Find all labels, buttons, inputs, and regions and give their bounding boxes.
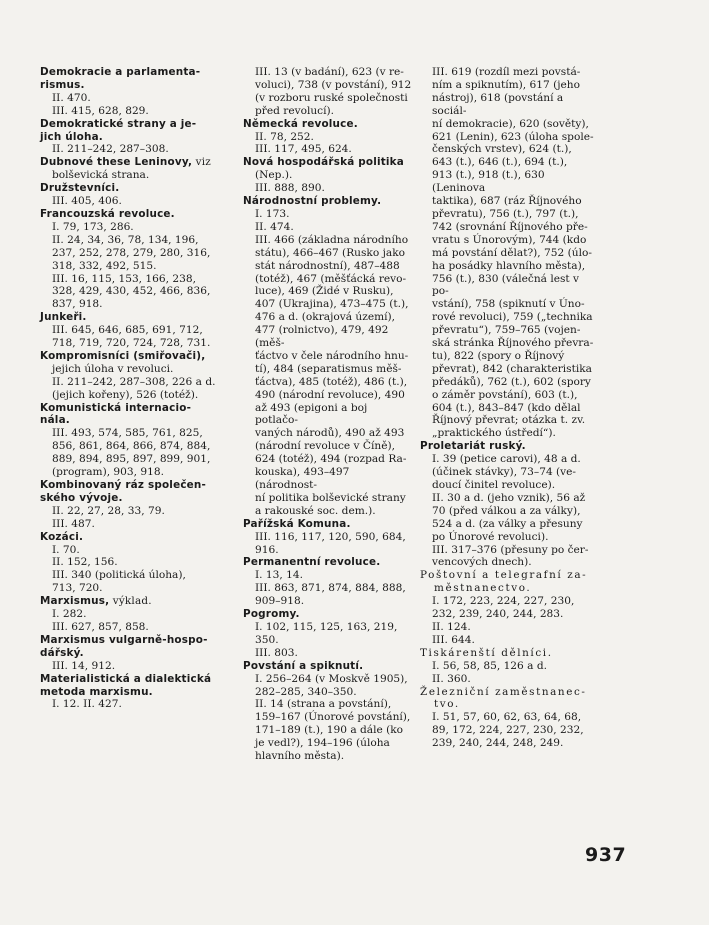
index-heading-text: Permanentní revoluce.: [243, 556, 381, 569]
index-reference-line: o záměr povstání), 603 (t.),: [432, 388, 578, 401]
index-reference-line: po Únorové revoluci).: [432, 530, 549, 543]
index-heading: [243, 118, 413, 131]
index-heading-text: jich úloha.: [40, 130, 103, 143]
index-reference-line: vratu s Únorovým), 744 (kdo: [432, 233, 587, 246]
index-heading-qualifier: viz: [192, 156, 211, 169]
index-heading: [420, 569, 596, 582]
index-heading-text: Komunistická internacio-: [40, 401, 192, 414]
index-reference-line: III. 888, 890.: [255, 182, 325, 195]
index-reference-line: III. 14, 912.: [52, 659, 116, 672]
index-heading-text: nála.: [40, 414, 70, 427]
index-reference-line: (jejich kořeny), 526 (totéž).: [52, 388, 199, 401]
index-reference-line: vencových dnech).: [432, 556, 532, 569]
index-reference-line: stát národnostní), 487–488: [255, 259, 400, 272]
index-reference-line: hlavního města).: [255, 750, 345, 763]
index-heading-text: Povstání a spiknutí.: [243, 659, 364, 672]
index-reference-line: III. 644.: [432, 633, 475, 646]
index-reference-line: (Nep.).: [255, 169, 293, 182]
index-heading: [243, 156, 413, 169]
index-heading-text: dářský.: [40, 646, 84, 659]
index-reference-line: III. 619 (rozdíl mezi povstá-: [432, 66, 581, 78]
index-reference-line: 89, 172, 224, 227, 230, 232,: [432, 724, 584, 737]
index-heading-text: Materialistická a dialektická: [40, 672, 212, 685]
index-heading: [40, 156, 235, 169]
index-reference-line: II. 360.: [432, 672, 471, 685]
index-reference-line: 718, 719, 720, 724, 728, 731.: [52, 337, 211, 350]
index-reference-line: 477 (rolnictvo), 479, 492 (měš-: [255, 324, 389, 350]
index-reference-line: III. 13 (v badání), 623 (v re-: [255, 66, 404, 78]
index-reference-line: převratu), 756 (t.), 797 (t.),: [432, 207, 579, 220]
index-reference-line: II. 211–242, 287–308, 226 a d.: [52, 375, 216, 388]
index-column-1: [40, 66, 235, 711]
index-reference-line: tu), 822 (spory o Říjnový: [432, 349, 565, 362]
index-reference-line: 604 (t.), 843–847 (kdo dělal: [432, 401, 581, 414]
index-reference-line: 713, 720.: [52, 582, 103, 595]
index-reference-line: I. 13, 14.: [255, 569, 303, 582]
index-reference-line: voluci), 738 (v povstání), 912: [255, 78, 412, 91]
index-reference-line: luce), 469 (Židé v Rusku),: [255, 285, 394, 298]
index-heading-text: Pařížská Komuna.: [243, 517, 351, 530]
index-reference-line: má povstání dělat?), 752 (úlo-: [432, 246, 592, 259]
index-heading: [243, 660, 413, 673]
index-heading-text: Marxismus vulgarně-hospo-: [40, 633, 208, 646]
index-reference-line: III. 487.: [52, 517, 95, 530]
index-heading: [243, 195, 413, 208]
index-reference-line: II. 152, 156.: [52, 556, 118, 569]
index-reference-line: „praktického ústředí“).: [432, 427, 556, 440]
index-reference-line: 318, 332, 492, 515.: [52, 259, 157, 272]
index-reference-line: I. 12. II. 427.: [52, 698, 122, 711]
index-reference-line: tí), 484 (separatismus měš-: [255, 362, 402, 375]
index-reference-line: II. 78, 252.: [255, 130, 314, 143]
index-reference-line: 621 (Lenin), 623 (úloha spole-: [432, 130, 594, 143]
index-heading-text: Pogromy.: [243, 608, 300, 621]
index-reference-line: II. 14 (strana a povstání),: [255, 698, 392, 711]
index-heading: [40, 402, 235, 415]
index-reference-line: I. 56, 58, 85, 126 a d.: [432, 659, 547, 672]
index-heading-text: Marxismus,: [40, 595, 110, 608]
index-reference-line: II. 30 a d. (jeho vznik), 56 až: [432, 491, 586, 504]
index-reference-line: ťáctva), 485 (totéž), 486 (t.),: [255, 375, 408, 388]
index-reference-line: III. 493, 574, 585, 761, 825,: [52, 427, 203, 440]
index-heading: [40, 634, 235, 647]
index-heading: [40, 479, 235, 492]
index-reference-line: bolševická strana.: [52, 169, 150, 182]
index-heading: [40, 79, 235, 92]
index-heading: [40, 673, 235, 686]
index-heading-text: Kompromisníci (smiřovači),: [40, 349, 206, 362]
index-heading: [40, 182, 235, 195]
index-reference-line: II. 211–242, 287–308.: [52, 143, 169, 156]
index-heading: [40, 686, 235, 699]
index-heading: [40, 414, 235, 427]
index-reference-line: je vedl?), 194–196 (úloha: [255, 737, 390, 750]
index-reference-line: I. 173.: [255, 207, 290, 220]
index-heading: [420, 698, 596, 711]
index-heading: [420, 647, 596, 660]
index-reference-line: čenských vrstev), 624 (t.),: [432, 143, 572, 156]
index-reference-line: (totéž), 467 (měšťácká revo-: [255, 272, 407, 285]
index-reference-line: III. 627, 857, 858.: [52, 620, 149, 633]
index-heading-text: Kombinovaný ráz společen-: [40, 479, 207, 491]
index-reference-line: (program), 903, 918.: [52, 466, 164, 479]
index-heading-text: Francouzská revoluce.: [40, 207, 175, 220]
index-reference-line: státu), 466–467 (Rusko jako: [255, 246, 405, 259]
index-reference-line: 756 (t.), 830 (válečná lest v po-: [432, 272, 580, 298]
index-heading: [40, 66, 235, 79]
index-reference-line: I. 102, 115, 125, 163, 219, 350.: [255, 620, 398, 646]
index-reference-line: 624 (totéž), 494 (rozpad Ra-: [255, 453, 407, 466]
index-heading-text: Družstevníci.: [40, 182, 120, 195]
index-heading-text: městnanectvo.: [434, 582, 532, 595]
index-heading-text: Tiskárenští dělníci.: [420, 646, 553, 659]
index-reference-line: III. 340 (politická úloha),: [52, 569, 186, 582]
index-reference-line: I. 39 (petice carovi), 48 a d.: [432, 453, 581, 466]
index-heading-text: Proletariát ruský.: [420, 440, 526, 453]
index-reference-line: vstání), 758 (spiknutí v Úno-: [432, 298, 585, 311]
index-reference-line: 70 (před válkou a za války),: [432, 504, 581, 517]
index-heading: [40, 647, 235, 660]
index-reference-line: III. 117, 495, 624.: [255, 143, 352, 156]
index-reference-line: 328, 429, 430, 452, 466, 836,: [52, 285, 211, 298]
index-reference-line: II. 474.: [255, 220, 294, 233]
index-reference-line: až 493 (epigoni a boj potlačo-: [255, 401, 368, 427]
index-reference-line: III. 317–376 (přesuny po čer-: [432, 543, 589, 556]
index-reference-line: 913 (t.), 918 (t.), 630 (Leninova: [432, 169, 545, 195]
index-heading: [40, 492, 235, 505]
index-reference-line: I. 51, 57, 60, 62, 63, 64, 68,: [432, 711, 582, 724]
index-heading-text: Junkeři.: [40, 311, 87, 324]
index-reference-line: vaných národů), 490 až 493: [255, 427, 405, 440]
index-heading-text: Německá revoluce.: [243, 117, 358, 130]
index-reference-line: 856, 861, 864, 866, 874, 884,: [52, 440, 211, 453]
index-heading-text: tvo.: [434, 698, 460, 711]
index-reference-line: III. 16, 115, 153, 166, 238,: [52, 272, 196, 285]
index-heading: [40, 531, 235, 544]
page-number: 937: [585, 844, 627, 866]
index-heading: [243, 608, 413, 621]
index-reference-line: I. 256–264 (v Moskvě 1905),: [255, 672, 408, 685]
index-reference-line: a rakouské soc. dem.).: [255, 504, 376, 517]
index-heading: [40, 350, 235, 363]
index-reference-line: ní demokracie), 620 (sověty),: [432, 117, 589, 130]
index-reference-line: 909–918.: [255, 595, 305, 608]
index-reference-line: 643 (t.), 646 (t.), 694 (t.),: [432, 156, 568, 169]
index-reference-line: III. 466 (základna národního: [255, 233, 409, 246]
index-heading: [420, 686, 596, 699]
index-heading-text: Poštovní a telegrafní za-: [420, 569, 588, 582]
index-reference-line: 237, 252, 278, 279, 280, 316,: [52, 246, 211, 259]
index-heading: [40, 311, 235, 324]
index-heading-text: Dubnové these Leninovy,: [40, 156, 193, 169]
index-reference-line: II. 22, 27, 28, 33, 79.: [52, 504, 165, 517]
index-heading: [40, 131, 235, 144]
index-reference-line: 524 a d. (za války a přesuny: [432, 517, 583, 530]
index-reference-line: III. 803.: [255, 646, 298, 659]
index-reference-line: III. 863, 871, 874, 884, 888,: [255, 582, 406, 595]
index-reference-line: (v rozboru ruské společnosti: [255, 91, 408, 104]
index-heading: [40, 595, 235, 608]
index-reference-line: taktika), 687 (ráz Říjnového: [432, 195, 582, 208]
index-reference-line: III. 645, 646, 685, 691, 712,: [52, 324, 203, 337]
index-reference-line: 476 a d. (okrajová území),: [255, 311, 396, 324]
index-reference-line: 232, 239, 240, 244, 283.: [432, 608, 564, 621]
index-heading-qualifier: výklad.: [109, 595, 152, 608]
index-heading-text: Kozáci.: [40, 530, 84, 543]
index-reference-line: kouska), 493–497 (národnost-: [255, 466, 350, 491]
index-reference-line: III. 116, 117, 120, 590, 684,: [255, 530, 406, 543]
index-heading-text: Železniční zaměstnanec-: [420, 685, 587, 698]
index-reference-line: III. 415, 628, 829.: [52, 104, 149, 117]
index-reference-line: I. 282.: [52, 608, 87, 621]
index-heading-text: ského vývoje.: [40, 491, 123, 504]
index-heading: [243, 556, 413, 569]
index-reference-line: I. 172, 223, 224, 227, 230,: [432, 595, 575, 608]
index-heading: [40, 208, 235, 221]
index-reference-line: 742 (srovnání Říjnového pře-: [432, 220, 588, 233]
index-heading-text: Nová hospodářská politika: [243, 156, 404, 169]
index-heading: [420, 440, 596, 453]
index-reference-line: nástroj), 618 (povstání a sociál-: [432, 91, 564, 117]
index-heading-text: metoda marxismu.: [40, 685, 153, 698]
index-heading: [420, 582, 596, 595]
index-reference-line: I. 79, 173, 286.: [52, 220, 134, 233]
index-reference-line: jejich úloha v revoluci.: [52, 362, 174, 375]
index-reference-line: II. 470.: [52, 91, 91, 104]
index-reference-line: 889, 894, 895, 897, 899, 901,: [52, 453, 211, 466]
index-reference-line: I. 70.: [52, 543, 80, 556]
index-reference-line: doucí činitel revoluce).: [432, 479, 556, 491]
index-heading: [40, 118, 235, 131]
index-heading: [243, 518, 413, 531]
index-reference-line: III. 405, 406.: [52, 195, 122, 208]
index-reference-line: 407 (Ukrajina), 473–475 (t.),: [255, 298, 409, 311]
index-reference-line: II. 124.: [432, 620, 471, 633]
index-reference-line: ťáctvo v čele národního hnu-: [255, 349, 409, 362]
index-reference-line: předáků), 762 (t.), 602 (spory: [432, 375, 591, 388]
index-heading-text: Demokracie a parlamenta-: [40, 66, 201, 78]
index-reference-line: 916.: [255, 543, 279, 556]
index-reference-line: ská stránka Říjnového převra-: [432, 337, 594, 350]
index-reference-line: ním a spiknutím), 617 (jeho: [432, 78, 581, 91]
index-reference-line: před revolucí).: [255, 104, 334, 117]
index-reference-line: II. 24, 34, 36, 78, 134, 196,: [52, 233, 199, 246]
index-reference-line: 159–167 (Únorové povstání),: [255, 711, 411, 724]
index-column-2: [243, 66, 413, 763]
index-heading-text: rismus.: [40, 78, 85, 91]
index-reference-line: (účinek stávky), 73–74 (ve-: [432, 466, 577, 479]
index-reference-line: ní politika bolševické strany: [255, 491, 406, 504]
index-heading-text: Národnostní problemy.: [243, 195, 382, 208]
index-reference-line: Říjnový převrat; otázka t. zv.: [432, 414, 586, 427]
index-reference-line: (národní revoluce v Číně),: [255, 440, 395, 453]
index-reference-line: 837, 918.: [52, 298, 103, 311]
index-reference-line: 239, 240, 244, 248, 249.: [432, 737, 564, 750]
index-reference-line: 171–189 (t.), 190 a dále (ko: [255, 724, 404, 737]
index-reference-line: 490 (národní revoluce), 490: [255, 388, 405, 401]
index-reference-line: 282–285, 340–350.: [255, 685, 357, 698]
index-reference-line: rové revoluci), 759 („technika: [432, 311, 593, 324]
index-heading-text: Demokratické strany a je-: [40, 117, 197, 130]
index-reference-line: převrat), 842 (charakteristika: [432, 362, 592, 375]
index-reference-line: převratu“), 759–765 (vojen-: [432, 324, 581, 337]
index-column-3: [420, 66, 596, 750]
index-reference-line: ha posádky hlavního města),: [432, 259, 586, 272]
